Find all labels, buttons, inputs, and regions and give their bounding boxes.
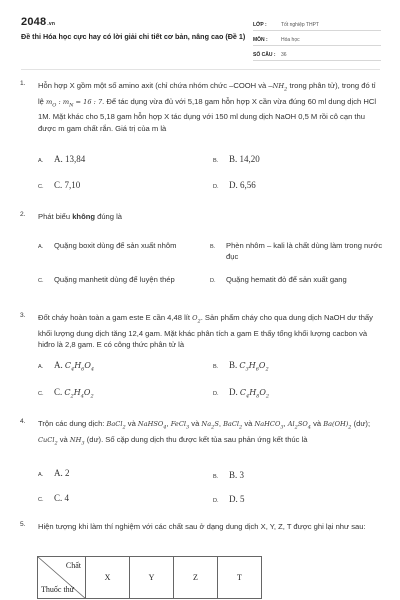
question-text: Phát biểu không đúng là [38, 212, 123, 221]
document-meta [253, 16, 381, 61]
question-text: Hỗn hợp X gồm một số amino axit (chỉ chứa nhóm chức –COOH và $-NH_2$ trong phân tử), trong đó tỉ lệ $m_O$ : $m_N = 16$ : 7. Để tác dụng vừa đủ với 5,18 gam hỗn hợp X cần vừa đúng 60 ml dung dịch HCl 1M. Mặt khác cho 5,18 gam hỗn hợp X tác dụng với 150 ml dung dịch NaOH 0,5 M rồi cô cạn thu được m gam chất rắn. Giá trị của m là [38, 81, 377, 133]
question-2: 2. Phát biểu không đúng là [20, 211, 382, 225]
header-divider [21, 69, 380, 70]
question-text: Đốt cháy hoàn toàn a gam este E cần 4,48 lít $O_2$. Sản phẩm cháy cho qua dung dịch NaOH dư thấy khối lượng dung dịch tăng 12,4 gam. Mặt khác phân tích a gam E thấy tổng khối lượng cacbon và hiđro là 2,8 gam. E có công thức phân tử là [38, 313, 373, 349]
meta-subject: MÔN : Hóa học [253, 31, 381, 46]
table-corner-cell: Chất Thuốc thử [38, 557, 86, 599]
table-header-x: X [86, 557, 130, 599]
document-title: Đề thi Hóa học cực hay có lời giải chi tiết cơ bản, nâng cao (Đề 1) [21, 32, 246, 41]
meta-question-count: SỐ CÂU : 36 [253, 46, 381, 61]
table-header-t: T [218, 557, 262, 599]
meta-class: LỚP : Tốt nghiệp THPT [253, 16, 381, 31]
question-4: 4. Trộn các dung dịch: BaCl$_2$ và NaHSO$_4$, FeCl$_3$ và $Na_2S$, BaCl$_2$ và NaHCO$_3$, $Al_2SO_4$ và $Ba(OH)_2$ (dư); CuCl$_2$ và $NH_3$ (dư). Số cặp dung dịch thu được kết tủa sau phản ứng kết thúc là [20, 418, 382, 458]
table-header-y: Y [130, 557, 174, 599]
reagent-table [37, 556, 262, 599]
question-5: 5. Hiện tượng khi làm thí nghiệm với các chất sau ở dạng dung dịch X, Y, Z, T được ghi lại như sau: [20, 521, 382, 551]
question-1: 1. Hỗn hợp X gồm một số amino axit (chỉ chứa nhóm chức –COOH và $-NH_2$ trong phân tử), trong đó tỉ lệ $m_O$ : $m_N = 16$ : 7. Để tác dụng vừa đủ với 5,18 gam hỗn hợp X cần vừa đúng 60 ml dung dịch HCl 1M. Mặt khác cho 5,18 gam hỗn hợp X tác dụng với 150 ml dung dịch NaOH 0,5 M rồi cô cạn thu được m gam chất rắn. Giá trị của m là [20, 80, 377, 133]
page-header [0, 0, 400, 64]
question-3: 3. Đốt cháy hoàn toàn a gam este E cần 4,48 lít $O_2$. Sản phẩm cháy cho qua dung dịch NaOH dư thấy khối lượng dung dịch tăng 12,4 gam. Mặt khác phân tích a gam E thấy tổng khối lượng cacbon và hiđro là 2,8 gam. E có công thức phân tử là [20, 312, 382, 352]
question-text: Trộn các dung dịch: BaCl$_2$ và NaHSO$_4$, FeCl$_3$ và $Na_2S$, BaCl$_2$ và NaHCO$_3$, $Al_2SO_4$ và $Ba(OH)_2$ (dư); CuCl$_2$ và $NH_3$ (dư). Số cặp dung dịch thu được kết tủa sau phản ứng kết thúc là [38, 419, 371, 446]
question-text: Hiện tượng khi làm thí nghiệm với các chất sau ở dạng dung dịch X, Y, Z, T được ghi lại như sau: [38, 522, 366, 531]
site-logo[interactable]: 2048.vn [21, 16, 56, 28]
table-header-z: Z [174, 557, 218, 599]
